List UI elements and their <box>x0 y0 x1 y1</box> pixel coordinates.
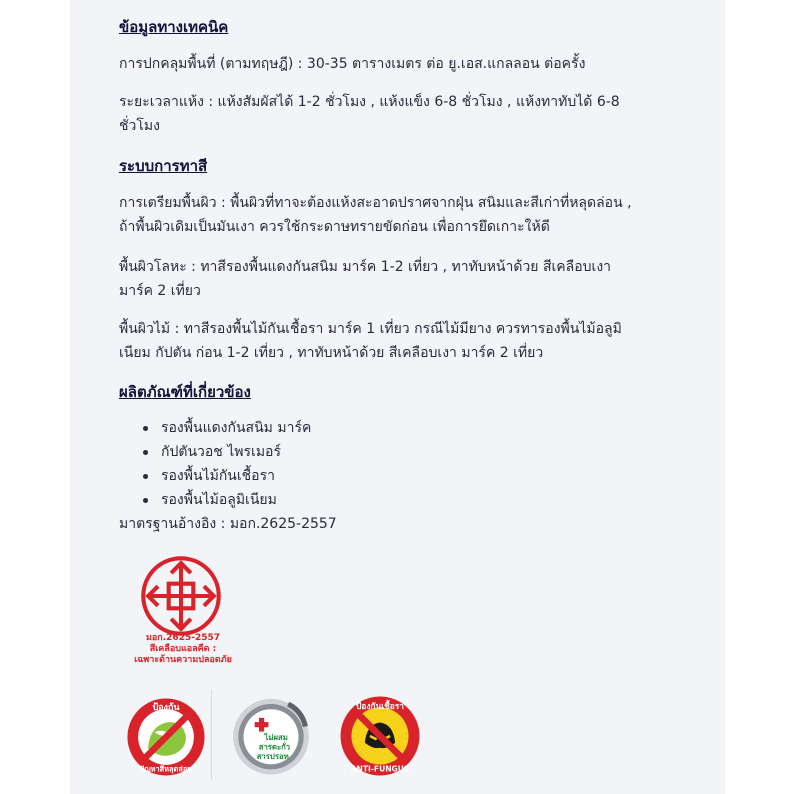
related-products-heading: ผลิตภัณฑ์ที่เกี่ยวข้อง <box>119 383 251 401</box>
lead-free-badge <box>228 692 314 778</box>
anti-peel-bottom-text: ปัญหาสีหลุดล่อน <box>139 764 193 774</box>
metal-surface-line2: มาร์ค 2 เที่ยว <box>119 283 201 299</box>
list-item: รองพื้นแดงกันสนิม มาร์ค <box>119 416 311 440</box>
wood-surface-line1: พื้นผิวไม้ : ทาสีรองพื้นไม้กันเชื้อรา มาร์ค 1 เที่ยว กรณีไม้มียาง ควรทารองพื้นไม้อลูมิ <box>119 321 622 337</box>
drying-text-line2: ชั่วโมง <box>119 118 160 134</box>
list-item: รองพื้นไม้กันเชื้อรา <box>119 464 311 488</box>
surface-prep-line1: การเตรียมพื้นผิว : พื้นผิวที่ทาจะต้องแห้งสะอาดปราศจากฝุ่น สนิมและสีเก่าที่หลุดล่อน , <box>119 195 632 211</box>
lead-free-text-2: สารตะกั่ว <box>258 742 291 752</box>
list-item: รองพื้นไม้อลูมิเนียม <box>119 488 311 512</box>
drying-text-line1: ระยะเวลาแห้ง : แห้งสัมผัสได้ 1-2 ชั่วโมง , แห้งแข็ง 6-8 ชั่วโมง , แห้งทาทับได้ 6-8 <box>119 94 620 110</box>
anti-peel-badge <box>125 696 207 778</box>
tisi-caption <box>128 633 238 666</box>
painting-system-heading: ระบบการทาสี <box>119 157 208 175</box>
standard-reference: มาตรฐานอ้างอิง : มอก.2625-2557 <box>119 516 337 532</box>
tisi-certification-logo <box>140 555 222 637</box>
lead-free-text-3: สารปรอท <box>256 752 289 762</box>
metal-surface-line1: พื้นผิวโลหะ : ทาสีรองพื้นแดงกันสนิม มาร์ค 1-2 เที่ยว , ทาทับหน้าด้วย สีเคลือบเงา <box>119 259 612 275</box>
tisi-product-type: สีเคลือบแอลคีด : <box>149 644 217 654</box>
anti-fungus-top-text: ป้องกันเชื้อรา <box>355 701 405 712</box>
anti-fungus-bottom-text: ANTI-FUNGUS <box>350 764 410 774</box>
badge-divider <box>211 690 212 780</box>
anti-peel-top-text: ป้องกัน <box>152 702 180 713</box>
related-products-list <box>119 416 311 512</box>
wood-surface-line2: เนียม กัปตัน ก่อน 1-2 เที่ยว , ทาทับหน้าด้วย สีเคลือบเงา มาร์ค 2 เที่ยว <box>119 345 544 361</box>
technical-heading: ข้อมูลทางเทคนิค <box>119 18 229 36</box>
tisi-standard-number: มอก.2625-2557 <box>145 633 221 643</box>
coverage-text: การปกคลุมพื้นที่ (ตามทฤษฎี) : 30-35 ตารางเมตร ต่อ ยู.เอส.แกลลอน ต่อครั้ง <box>119 56 586 72</box>
tisi-scope: เฉพาะด้านความปลอดภัย <box>134 655 232 665</box>
anti-fungus-badge <box>338 694 422 778</box>
lead-free-text-1: ไม่ผสม <box>264 733 288 743</box>
list-item: กัปตันวอช ไพรเมอร์ <box>119 440 311 464</box>
surface-prep-line2: ถ้าพื้นผิวเดิมเป็นมันเงา ควรใช้กระดาษทรายขัดก่อน เพื่อการยึดเกาะให้ดี <box>119 219 550 235</box>
